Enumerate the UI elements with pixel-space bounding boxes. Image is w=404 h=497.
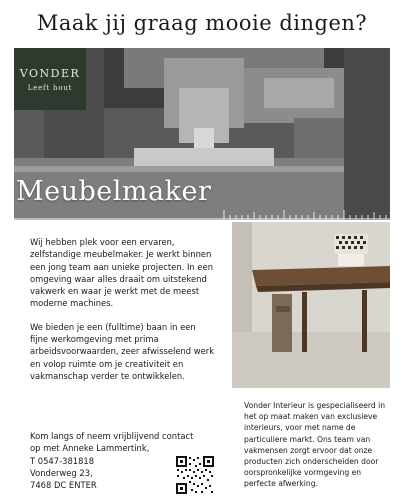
contact-line-2: op met Anneke Lammertink, <box>30 443 150 454</box>
vonder-logo <box>14 48 86 110</box>
table-photo <box>232 222 390 388</box>
headline: Maak jij graag mooie dingen? <box>36 11 368 35</box>
table-illustration <box>232 222 390 388</box>
vacancy-text <box>30 236 216 393</box>
logo-tagline: Leeft hout <box>27 83 73 92</box>
ruler-decoration <box>14 206 390 220</box>
company-blurb: Vonder Interieur is gespecialiseerd in het op maat maken van exclusieve interieurs, voor met name de particuliere markt. Ons team van vakmensen zorgt ervoor dat onze producten zich onderscheiden door oorspronkelijke vormgeving en perfecte afwerking. <box>244 401 386 489</box>
contact-line-1: Kom langs of neem vrijblijvend contact <box>30 431 194 441</box>
job-title: Meubelmaker <box>16 176 212 207</box>
contact-block <box>30 430 194 491</box>
intro-paragraph: Wij hebben plek voor een ervaren, zelfstandige meubelmaker. Je werkt binnen een jong team aan unieke projecten. In een omgeving waar alles draait om uitstekend vakwerk en waar je werkt met de meest moderne machines. <box>30 237 214 309</box>
contact-street: Vonderweg 23, <box>30 467 93 478</box>
logo-brand: VONDER <box>19 66 81 80</box>
contact-phone[interactable]: T 0547-381818 <box>30 455 95 466</box>
offer-paragraph: We bieden je een (fulltime) baan in een fijne werkomgeving met prima arbeidsvoorwaarden, zeer afwisselend werk en volop ruimte om je creativiteit en vakmanschap verder te ontwikkelen. <box>30 321 215 381</box>
qr-code[interactable] <box>175 455 215 495</box>
contact-city: 7468 DC ENTER <box>30 480 97 491</box>
